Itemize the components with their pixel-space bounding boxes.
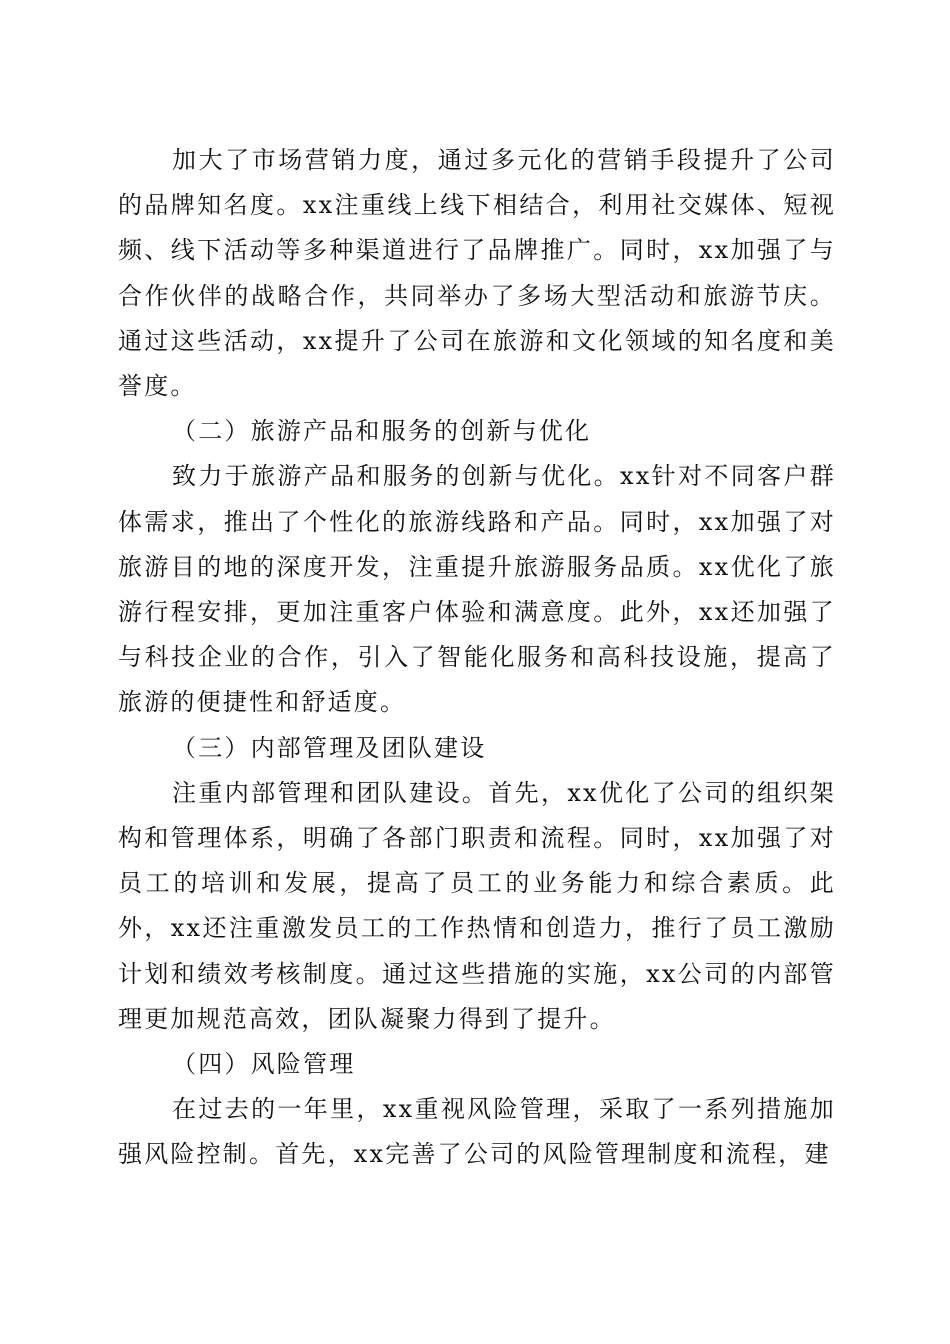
paragraph-product-innovation: 致力于旅游产品和服务的创新与优化。xx针对不同客户群体需求，推出了个性化的旅游线路和产品。同时，xx加强了对旅游目的地的深度开发，注重提升旅游服务品质。xx优化了旅游行程安排，更加注重客户体验和满意度。此外，xx还加强了与科技企业的合作，引入了智能化服务和高科技设施，提高了旅游的便捷性和舒适度。 bbox=[118, 462, 836, 717]
section-heading-4: （四）风险管理 bbox=[172, 1050, 356, 1079]
section-heading-2: （二）旅游产品和服务的创新与优化 bbox=[172, 417, 592, 446]
document-body bbox=[118, 138, 836, 1178]
section-heading-3: （三）内部管理及团队建设 bbox=[172, 733, 487, 762]
paragraph-marketing: 加大了市场营销力度，通过多元化的营销手段提升了公司的品牌知名度。xx注重线上线下相结合，利用社交媒体、短视频、线下活动等多种渠道进行了品牌推广。同时，xx加强了与合作伙伴的战略合作，共同举办了多场大型活动和旅游节庆。通过这些活动，xx提升了公司在旅游和文化领域的知名度和美誉度。 bbox=[118, 146, 836, 401]
paragraph-risk-management: 在过去的一年里，xx重视风险管理，采取了一系列措施加强风险控制。首先，xx完善了公司的风险管理制度和流程，建 bbox=[118, 1095, 836, 1169]
paragraph-internal-management: 注重内部管理和团队建设。首先，xx优化了公司的组织架构和管理体系，明确了各部门职责和流程。同时，xx加强了对员工的培训和发展，提高了员工的业务能力和综合素质。此外，xx还注重激发员工的工作热情和创造力，推行了员工激励计划和绩效考核制度。通过这些措施的实施，xx公司的内部管理更加规范高效，团队凝聚力得到了提升。 bbox=[118, 778, 836, 1033]
